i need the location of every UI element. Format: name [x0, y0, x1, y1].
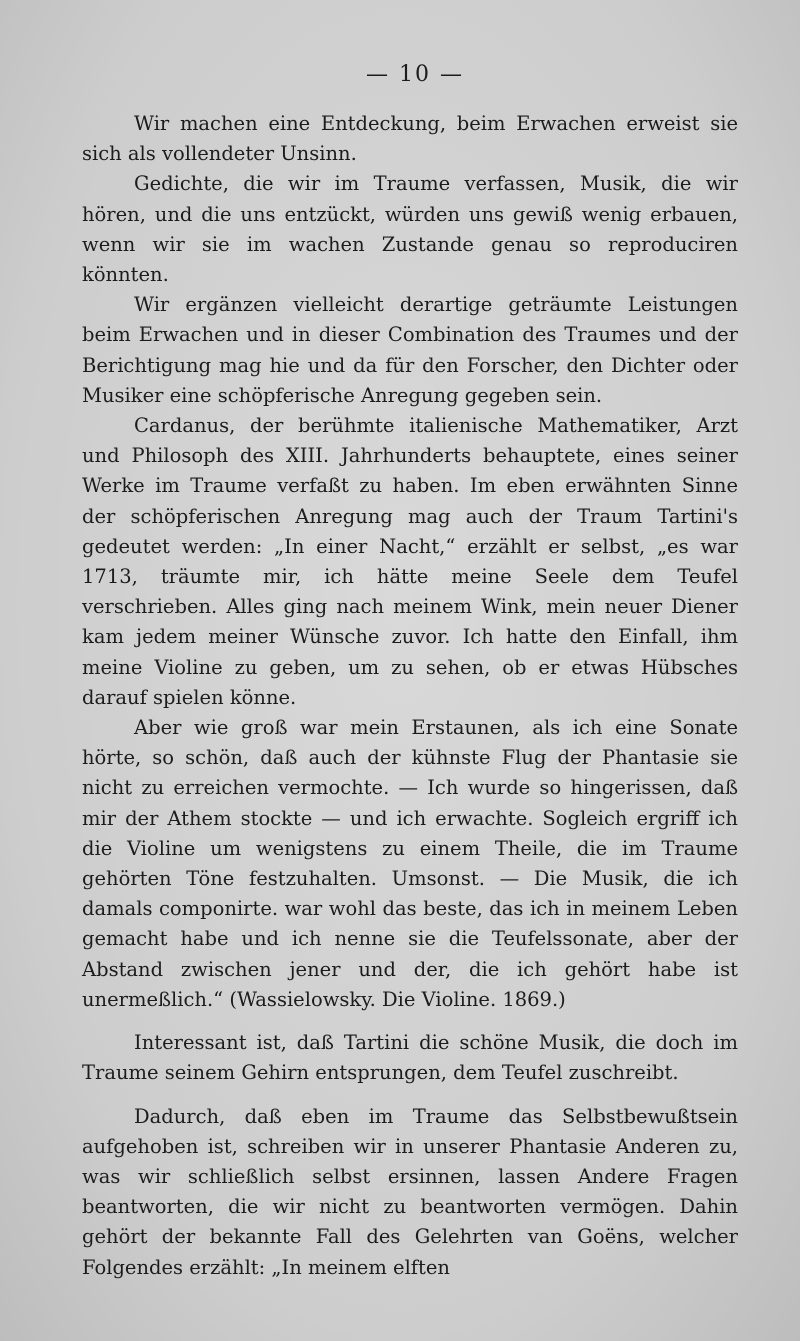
body-text — [82, 109, 738, 1283]
paragraph: Gedichte, die wir im Traume verfassen, Musik, die wir hören, und die uns entzückt, würden uns gewiß wenig erbauen, wenn wir sie im wachen Zustande genau so reproduciren könnten. — [82, 172, 738, 287]
page-number: — 10 — — [366, 62, 464, 87]
paragraph: Aber wie groß war mein Erstaunen, als ich eine Sonate hörte, so schön, daß auch der kühnste Flug der Phantasie sie nicht zu erreichen vermochte. — Ich wurde so hingerissen, daß mir der Athem stockte — und ich erwachte. Sogleich ergriff ich die Violine um wenigstens zu einem Theile, die im Traume gehörten Töne festzuhalten. Umsonst. — Die Musik, die ich damals componirte. war wohl das beste, das ich in meinem Leben gemacht habe und ich nenne sie die Teufelssonate, aber der Abstand zwischen jener und der, die ich gehört habe ist unermeßlich.“ (Wassielowsky. Die Violine. 1869.) — [82, 716, 738, 1011]
paragraph: Wir machen eine Entdeckung, beim Erwachen erweist sie sich als vollendeter Unsinn. — [82, 112, 738, 166]
paragraph: Dadurch, daß eben im Traume das Selbstbewußtsein aufgehoben ist, schreiben wir in unserer Phantasie Anderen zu, was wir schließlich selbst ersinnen, lassen Andere Fragen beantworten, die wir nicht zu beantworten vermögen. Dahin gehört der bekannte Fall des Gelehrten van Goëns, welcher Folgendes erzählt: „In meinem elften — [82, 1104, 738, 1279]
paragraph: Cardanus, der berühmte italienische Mathematiker, Arzt und Philosoph des XIII. Jahrhunderts behauptete, eines seiner Werke im Traume verfaßt zu haben. Im eben erwähnten Sinne der schöpferischen Anregung mag auch der Traum Tartini's gedeutet werden: „In einer Nacht,“ erzählt er selbst, „es war 1713, träumte mir, ich hätte meine Seele dem Teufel verschrieben. Alles ging nach meinem Wink, mein neuer Diener kam jedem meiner Wünsche zuvor. Ich hatte den Einfall, ihm meine Violine zu geben, um zu sehen, ob er etwas Hübsches darauf spielen könne. — [82, 414, 738, 709]
paragraph: Interessant ist, daß Tartini die schöne Musik, die doch im Traume seinem Gehirn entsprungen, dem Teufel zuschreibt. — [82, 1031, 738, 1085]
paragraph: Wir ergänzen vielleicht derartige geträumte Leistungen beim Erwachen und in dieser Combination des Traumes und der Berichtigung mag hie und da für den Forscher, den Dichter oder Musiker eine schöpferische Anregung gegeben sein. — [82, 293, 738, 407]
